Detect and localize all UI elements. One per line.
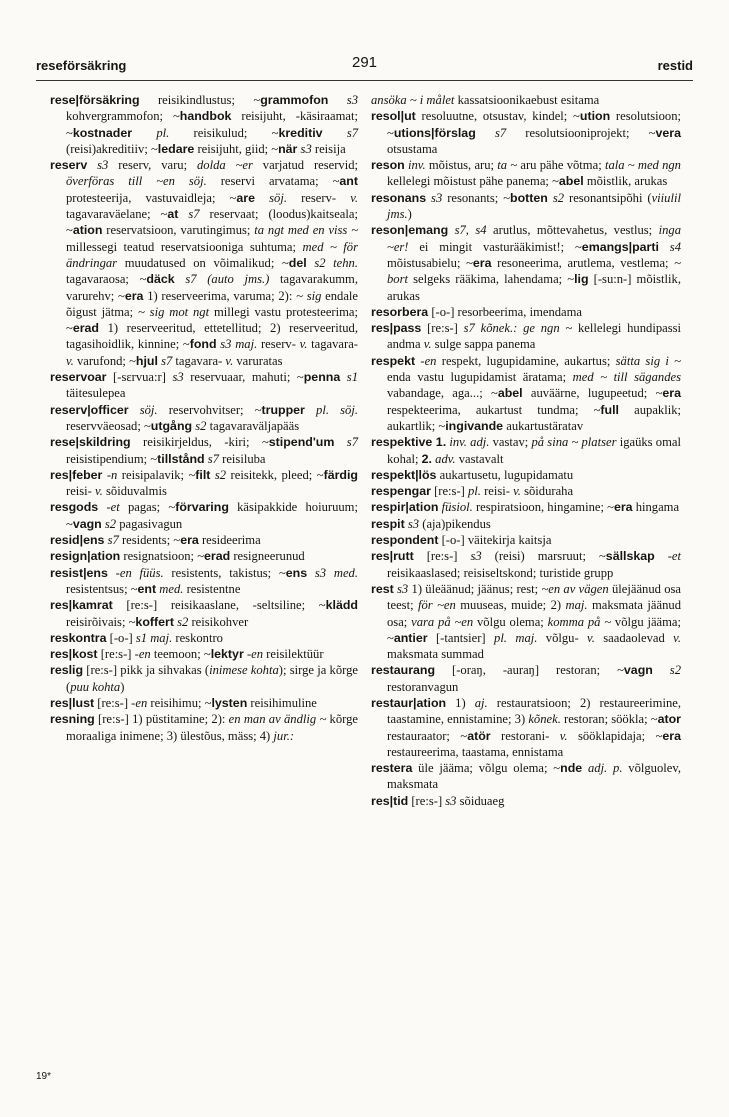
dictionary-entry: res|kost [re:s-] -en teemoon; ~lektyr -en reisilektüür (50, 647, 324, 662)
dictionary-entry: ansöka ~ i målet kassatsioonikaebust esitama (371, 93, 600, 107)
dictionary-entry: res|feber -n reisipalavik; ~filt s2 reisitekk, pleed; ~färdig reisi- v. sõiduvalmis (50, 467, 358, 499)
dictionary-entry: res|rutt [re:s-] s3 (reisi) marsruut; ~sällskap -et reisikaaslased; reisiseltskond; turistide grupp (371, 549, 682, 580)
dictionary-entry: resign|ation resignatsioon; ~erad resigneerunud (50, 549, 305, 564)
dictionary-entry: respekt|lös aukartusetu, lugupidamatu (371, 467, 574, 482)
dictionary-entry: reskontra [-o-] s1 maj. reskontro (50, 630, 223, 645)
dictionary-entry: reslig [re:s-] pikk ja sihvakas (inimese kohta); sirge ja kõrge (puu kohta) (50, 663, 358, 694)
dictionary-entry: resorbera [-o-] resorbeerima, imendama (371, 304, 583, 319)
dictionary-entry: reserv|officer söj. reservohvitser; ~trupper pl. söj. reservväeosad; ~utgång s2 tagavaraväljapääs (50, 402, 358, 433)
right-guide-word: restid (657, 58, 693, 73)
running-header (36, 52, 693, 78)
dictionary-entry: restera üle jääma; võlgu olema; ~nde adj. p. võlguolev, maksmata (371, 761, 681, 792)
dictionary-entry: resonans s3 resonants; ~botten s2 resonantsipõhi (viiulil jms.) (371, 190, 681, 222)
dictionary-entry: restaur|ation 1) aj. restauratsioon; 2) restaureerimine, taastamine, ennistamine; 3) kõnek. restoran; söökla; ~ator restauraator; ~atör restorani- v. sööklapidaja; ~era restaureerima, taastama, ennistama (371, 695, 681, 759)
dictionary-entry: respir|ation füsiol. respiratsioon, hingamine; ~era hingama (371, 500, 680, 515)
dictionary-entry: res|pass [re:s-] s7 kõnek.: ge ngn ~ kellelegi hundipassi andma v. sulge sappa panema (371, 321, 682, 352)
dictionary-entry: resgods -et pagas; ~förvaring käsipakkide hoiuruum; ~vagn s2 pagasivagun (50, 500, 358, 531)
dictionary-entry: resol|ut resoluutne, otsustav, kindel; ~ution resolutsioon; ~utions|förslag s7 resolutsiooniprojekt; ~vera otsustama (371, 109, 681, 156)
printer-signature: 19* (36, 1071, 52, 1082)
dictionary-entry: restaurang [-oraŋ, -auraŋ] restoran; ~vagn s2 restoranvagun (371, 663, 681, 694)
dictionary-entry: res|tid [re:s-] s3 sõiduaeg (371, 793, 505, 808)
dictionary-entry: respengar [re:s-] pl. reisi- v. sõiduraha (371, 484, 574, 499)
left-column (50, 92, 358, 744)
dictionary-entry: res|lust [re:s-] -en reisihimu; ~lysten reisihimuline (50, 695, 317, 710)
dictionary-entry: rese|skildring reisikirjeldus, -kiri; ~stipend'um s7 reisistipendium; ~tillstånd s7 reisiluba (50, 435, 358, 466)
dictionary-entry: reson|emang s7, s4 arutlus, mõttevahetus, vestlus; inga ~er! ei mingit vasturääkimist!; ~emangs|parti s4 mõistusabielu; ~era resoneerima, arutlema, vestlema; ~ bort selgeks rääkima, lahendama; ~lig [-su:n-] mõistlik, arukas (371, 223, 681, 303)
header-rule (36, 80, 693, 81)
dictionary-entry: resning [re:s-] 1) püstitamine; 2): en man av ändlig ~ kõrge moraaliga inimene; 3) ülestõus, mäss; 4) jur.: (50, 712, 358, 743)
dictionary-entry: resist|ens -en füüs. resistents, takistus; ~ens s3 med. resistentsus; ~ent med. resistentne (50, 565, 358, 596)
dictionary-entry: rese|försäkring reisikindlustus; ~grammofon s3 kohvergrammofon; ~handbok reisijuht, -käsiraamat; ~kostnader pl. reisikulud; ~kreditiv s7 (reisi)akreditiiv; ~ledare reisijuht, giid; ~när s3 reisija (50, 93, 359, 156)
dictionary-entry: reservoar [-sɛrvua:r] s3 reservuaar, mahuti; ~penna s1 täitesulepea (50, 370, 358, 401)
dictionary-entry: respekt -en respekt, lugupidamine, aukartus; sätta sig i ~ enda vastu lugupidamist äratama; med ~ till sägandes vabandage, aga...; ~abel auväärne, lugupeetud; ~era respekteerima, aukartust tundma; ~full aupaklik; aukartlik; ~ingivande aukartustäratav (371, 353, 682, 433)
dictionary-entry: resid|ens s7 residents; ~era resideerima (50, 533, 261, 548)
page-number: 291 (351, 54, 378, 71)
dictionary-entry: respektive 1. inv. adj. vastav; på sina ~ platser igaüks omal kohal; 2. adv. vastavalt (371, 435, 681, 466)
dictionary-entry: reserv s3 reserv, varu; dolda ~er varjatud reservid; överföras till ~en söj. reservi arvatama; ~ant protesteerija, vastuvaidleja; ~are söj. reserv- v. tagavaraväelane; ~at s7 reservaat; (loodus)kaitseala; ~ation reservatsioon, varutingimus; ta ngt med en viss ~ millessegi teatud reservatsiooniga suhtuma; med ~ för ändringar muudatused on võimalikud; ~del s2 tehn. tagavaraosa; ~däck s7 (auto jms.) tagavarakumm, varurehv; ~era 1) reserveerima, varuma; 2): ~ sig endale õigust jätma; ~ sig mot ngt millegi vastu protesteerima; ~erad 1) reserveeritud, ettetellitud; 2) reserveeritud, tagasihoidlik, kinnine; ~fond s3 maj. reserv- v. tagavara- v. varufond; ~hjul s7 tagavara- v. varuratas (50, 158, 359, 368)
right-column (371, 92, 681, 809)
dictionary-entry: res|kamrat [re:s-] reisikaaslane, -seltsiline; ~klädd reisirõivais; ~koffert s2 reisikohver (50, 598, 358, 629)
left-guide-word: reseförsäkring (36, 58, 127, 73)
dictionary-entry: rest s3 1) üleäänud; jäänus; rest; ~en av vägen ülejäänud osa teest; för ~en muuseas, muide; 2) maj. maksmata jäänud osa; vara på ~en võlgu olema; komma på ~ võlgu jääma; ~antier [-tantsier] pl. maj. võlgu- v. saadaolevad v. maksmata summad (371, 581, 682, 662)
dictionary-entry: respondent [-o-] väitekirja kaitsja (371, 533, 552, 548)
dictionary-entry: respit s3 (aja)pikendus (371, 516, 491, 531)
dictionary-entry: reson inv. mõistus, aru; ta ~ aru pähe võtma; tala ~ med ngn kellelegi mõistust pähe panema; ~abel mõistlik, arukas (371, 158, 681, 189)
